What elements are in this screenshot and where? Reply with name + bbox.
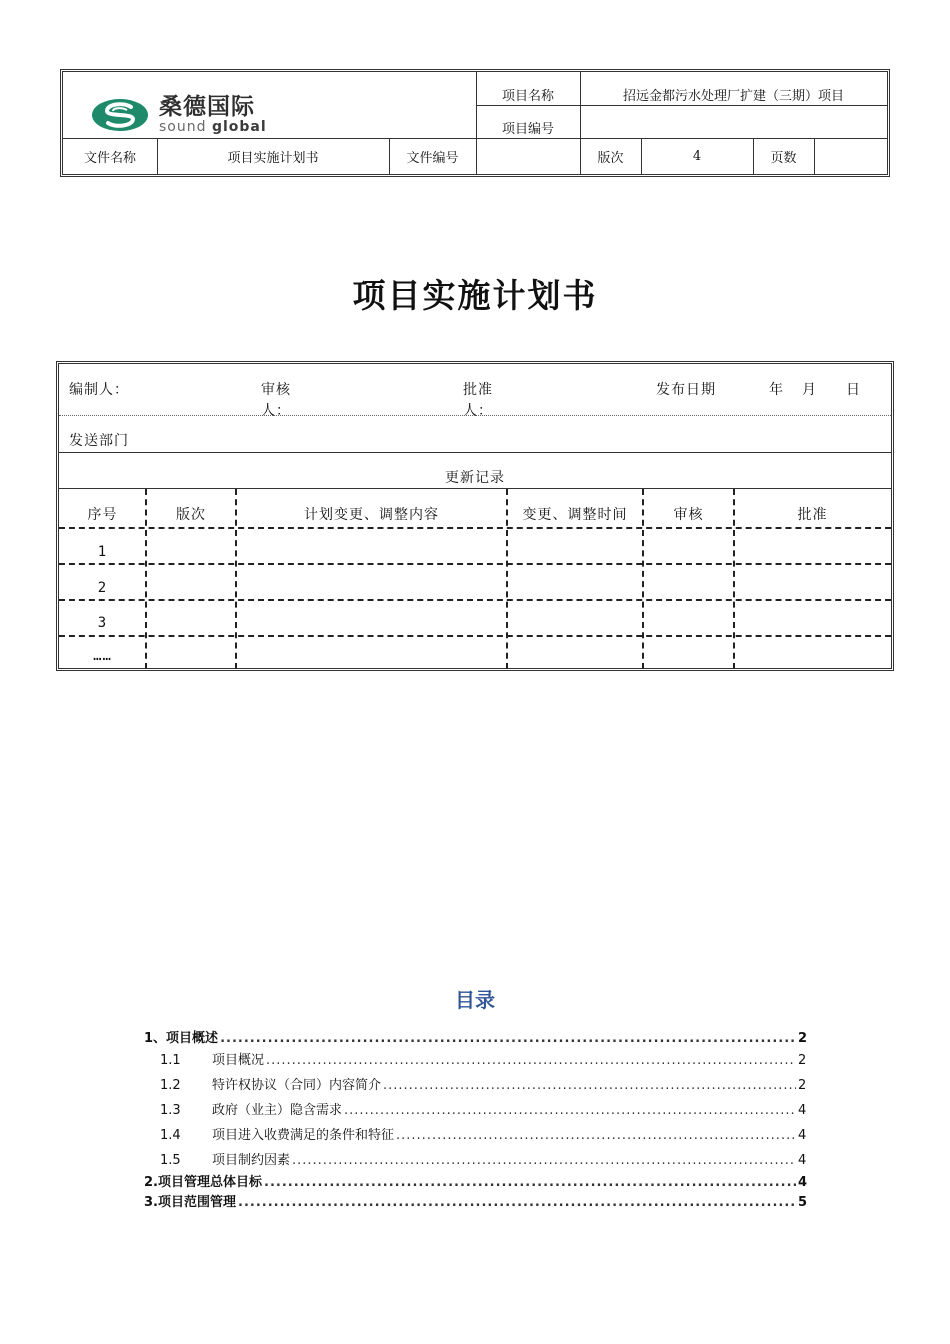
send-department-label: 发送部门 (69, 433, 129, 449)
version-label: 版次 (597, 150, 624, 166)
toc-entry-number: 1、 (144, 1031, 167, 1046)
update-record-caption: 更新记录 (445, 470, 505, 486)
toc-leader (292, 1153, 796, 1168)
toc-entry-page: 4 (798, 1175, 808, 1190)
day-label: 日 (846, 382, 861, 398)
file-number-value (476, 138, 580, 174)
toc-entry[interactable] (144, 1027, 806, 1046)
document-header-table (60, 69, 890, 177)
approval-record-table (56, 361, 894, 671)
toc-entry-page: 4 (798, 1103, 807, 1118)
divider (145, 489, 147, 669)
toc-entry-number: 3. (144, 1195, 158, 1210)
pages-value (814, 138, 887, 174)
project-name-label: 项目名称 (501, 89, 554, 104)
toc-entry-page: 2 (798, 1053, 807, 1068)
divider (59, 488, 891, 489)
toc-entry-number: 2. (144, 1175, 158, 1190)
divider (642, 489, 644, 669)
toc-entry-page: 4 (798, 1128, 807, 1143)
divider (506, 489, 508, 669)
toc-entry[interactable] (160, 1099, 806, 1118)
column-header-version: 版次 (176, 507, 206, 523)
divider (59, 415, 891, 416)
toc-entry-text: 特许权协议（合同）内容简介 (212, 1078, 382, 1093)
compiler-label: 编制人： (69, 382, 129, 398)
toc-entry-text: 项目进入收费满足的条件和特征 (212, 1128, 395, 1143)
toc-entry-text: 项目概述 (166, 1031, 219, 1046)
toc-leader (396, 1128, 796, 1143)
toc-entry-text: 政府（业主）隐含需求 (212, 1103, 343, 1118)
toc-leader (220, 1031, 796, 1046)
divider (733, 489, 735, 669)
toc-entry-number: 1.5 (160, 1153, 181, 1168)
toc-entry-text: 项目管理总体目标 (157, 1175, 262, 1190)
toc-entry-number: 1.3 (160, 1103, 181, 1118)
divider (235, 489, 237, 669)
toc-leader (264, 1175, 796, 1190)
month-label: 月 (802, 382, 817, 398)
toc-entry[interactable] (160, 1124, 806, 1143)
toc-entry-number: 1.2 (160, 1078, 181, 1093)
toc-leader (383, 1078, 796, 1093)
toc-entry[interactable] (160, 1074, 806, 1093)
toc-entry-page: 2 (798, 1078, 807, 1093)
document-title: 项目实施计划书 (352, 276, 598, 315)
column-header-review: 审核 (673, 507, 704, 523)
project-number-value (580, 105, 887, 138)
logo-english-name: sound global (159, 119, 267, 135)
toc-entry-page: 2 (798, 1031, 808, 1046)
project-name-value: 招远金都污水处理厂扩建（三期）项目 (622, 89, 844, 104)
divider (59, 635, 891, 637)
reviewer-label-line1: 审核 (261, 382, 291, 398)
toc-entry[interactable] (160, 1149, 806, 1168)
divider (59, 452, 891, 453)
company-logo (91, 96, 267, 134)
column-header-seq: 序号 (87, 507, 118, 523)
column-header-change-time: 变更、调整时间 (522, 507, 628, 523)
table-row-seq: 1 (97, 544, 108, 560)
version-value: 4 (692, 148, 702, 164)
file-name-value: 项目实施计划书 (227, 150, 319, 166)
approver-label-line2: 人： (463, 403, 493, 419)
toc-entry-page: 5 (798, 1195, 808, 1210)
logo-chinese-name: 桑德国际 (159, 94, 255, 120)
toc-leader (344, 1103, 796, 1118)
column-header-change-content: 计划变更、调整内容 (304, 507, 439, 523)
year-label: 年 (769, 382, 784, 398)
toc-leader (266, 1053, 796, 1068)
release-date-label: 发布日期 (656, 382, 716, 398)
divider (59, 527, 891, 529)
toc-leader (238, 1195, 796, 1210)
approver-label-line1: 批准 (463, 382, 493, 398)
reviewer-label-line2: 人： (261, 403, 291, 419)
divider (59, 599, 891, 601)
toc-entry-text: 项目制约因素 (212, 1153, 291, 1168)
table-row-seq: 3 (97, 615, 108, 631)
project-number-label: 项目编号 (501, 122, 554, 137)
toc-entry[interactable] (144, 1171, 806, 1190)
toc-entry-number: 1.4 (160, 1128, 181, 1143)
toc-entry[interactable] (144, 1191, 806, 1210)
toc-entry[interactable] (160, 1049, 806, 1068)
file-number-label: 文件编号 (406, 150, 459, 166)
toc-entry-text: 项目概况 (212, 1053, 265, 1068)
divider (59, 563, 891, 565)
table-row-seq: 2 (97, 580, 108, 596)
sound-global-logo-icon (91, 98, 149, 132)
file-name-label: 文件名称 (83, 150, 136, 166)
toc-entry-page: 4 (798, 1153, 807, 1168)
toc-title: 目录 (455, 988, 495, 1012)
pages-label: 页数 (770, 150, 797, 166)
column-header-approve: 批准 (797, 507, 828, 523)
table-row-seq: …… (93, 648, 112, 664)
toc-entry-number: 1.1 (160, 1053, 181, 1068)
toc-entry-text: 项目范围管理 (157, 1195, 236, 1210)
